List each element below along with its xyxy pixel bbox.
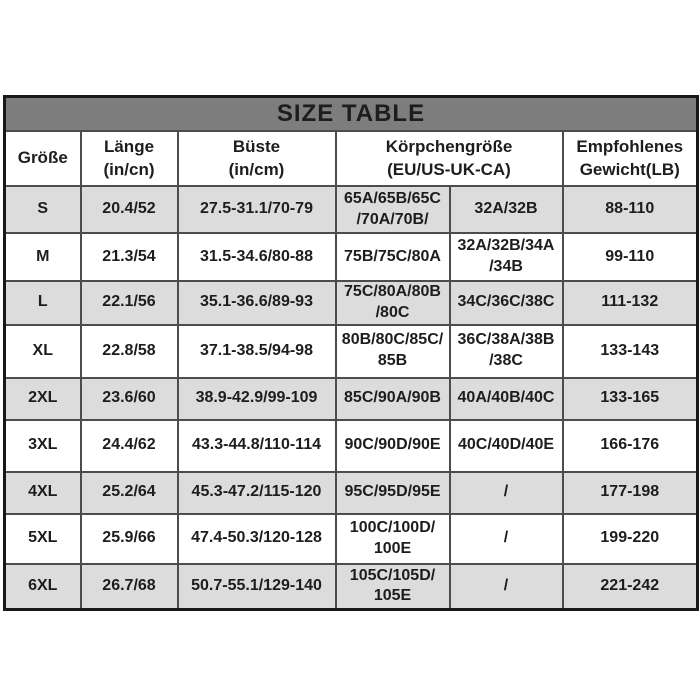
cell-cup-eu: 75C/80A/80B /80C [336,281,450,325]
cell-length: 20.4/52 [81,186,178,233]
cell-weight: 199-220 [563,514,698,564]
header-cup-size [336,131,563,186]
header-cup-unit: (EU/US-UK-CA) [387,159,511,179]
header-length-unit: (in/cn) [103,159,155,179]
cell-cup-us: 34C/36C/38C [450,281,563,325]
cell-cup-eu: 95C/95D/95E [336,472,450,514]
cell-length: 22.8/58 [81,325,178,378]
cell-bust: 50.7-55.1/129-140 [178,564,336,610]
cell-size: 2XL [5,378,81,420]
table-row [5,378,698,420]
cell-bust: 45.3-47.2/115-120 [178,472,336,514]
cell-size: 6XL [5,564,81,610]
cell-bust: 31.5-34.6/80-88 [178,233,336,281]
header-length [81,131,178,186]
cell-bust: 37.1-38.5/94-98 [178,325,336,378]
cell-cup-eu: 105C/105D/ 105E [336,564,450,610]
header-bust-label: Büste [232,137,281,157]
header-weight [563,131,698,186]
cell-cup-us: 40C/40D/40E [450,420,563,472]
header-bust-unit: (in/cm) [228,159,285,179]
table-row [5,514,698,564]
cell-length: 25.2/64 [81,472,178,514]
header-weight-label: Empfohlenes [576,137,684,157]
table-row [5,472,698,514]
cell-bust: 38.9-42.9/99-109 [178,378,336,420]
table-row [5,325,698,378]
cell-weight: 133-143 [563,325,698,378]
cell-cup-us: / [450,564,563,610]
cell-weight: 88-110 [563,186,698,233]
cell-length: 22.1/56 [81,281,178,325]
header-cup-label: Körpchengröße [385,137,513,157]
cell-bust: 47.4-50.3/120-128 [178,514,336,564]
cell-cup-us: 36C/38A/38B /38C [450,325,563,378]
cell-length: 24.4/62 [81,420,178,472]
cell-size: 4XL [5,472,81,514]
header-bust [178,131,336,186]
cell-cup-eu: 90C/90D/90E [336,420,450,472]
table-row [5,186,698,233]
cell-size: 3XL [5,420,81,472]
cell-cup-us: 32A/32B [450,186,563,233]
cell-length: 26.7/68 [81,564,178,610]
cell-bust: 43.3-44.8/110-114 [178,420,336,472]
cell-cup-us: / [450,514,563,564]
cell-weight: 177-198 [563,472,698,514]
size-table [3,95,699,611]
header-size-label: Größe [17,148,68,168]
title-row [5,97,698,132]
cell-cup-eu: 65A/65B/65C /70A/70B/ [336,186,450,233]
table-row [5,281,698,325]
cell-weight: 133-165 [563,378,698,420]
cell-weight: 221-242 [563,564,698,610]
cell-weight: 166-176 [563,420,698,472]
cell-size: XL [5,325,81,378]
cell-length: 21.3/54 [81,233,178,281]
cell-cup-eu: 100C/100D/ 100E [336,514,450,564]
table-row [5,564,698,610]
header-row [5,131,698,186]
cell-cup-us: 40A/40B/40C [450,378,563,420]
header-size [5,131,81,186]
cell-bust: 35.1-36.6/89-93 [178,281,336,325]
header-weight-unit: Gewicht(LB) [579,159,680,179]
table-row [5,420,698,472]
cell-cup-eu: 75B/75C/80A [336,233,450,281]
cell-cup-eu: 85C/90A/90B [336,378,450,420]
cell-cup-us: 32A/32B/34A /34B [450,233,563,281]
cell-size: M [5,233,81,281]
table-row [5,233,698,281]
cell-length: 25.9/66 [81,514,178,564]
cell-weight: 111-132 [563,281,698,325]
cell-size: 5XL [5,514,81,564]
cell-size: L [5,281,81,325]
header-length-label: Länge [103,137,155,157]
cell-bust: 27.5-31.1/70-79 [178,186,336,233]
cell-length: 23.6/60 [81,378,178,420]
cell-size: S [5,186,81,233]
size-table-title: SIZE TABLE [5,97,698,132]
cell-weight: 99-110 [563,233,698,281]
cell-cup-us: / [450,472,563,514]
cell-cup-eu: 80B/80C/85C/ 85B [336,325,450,378]
